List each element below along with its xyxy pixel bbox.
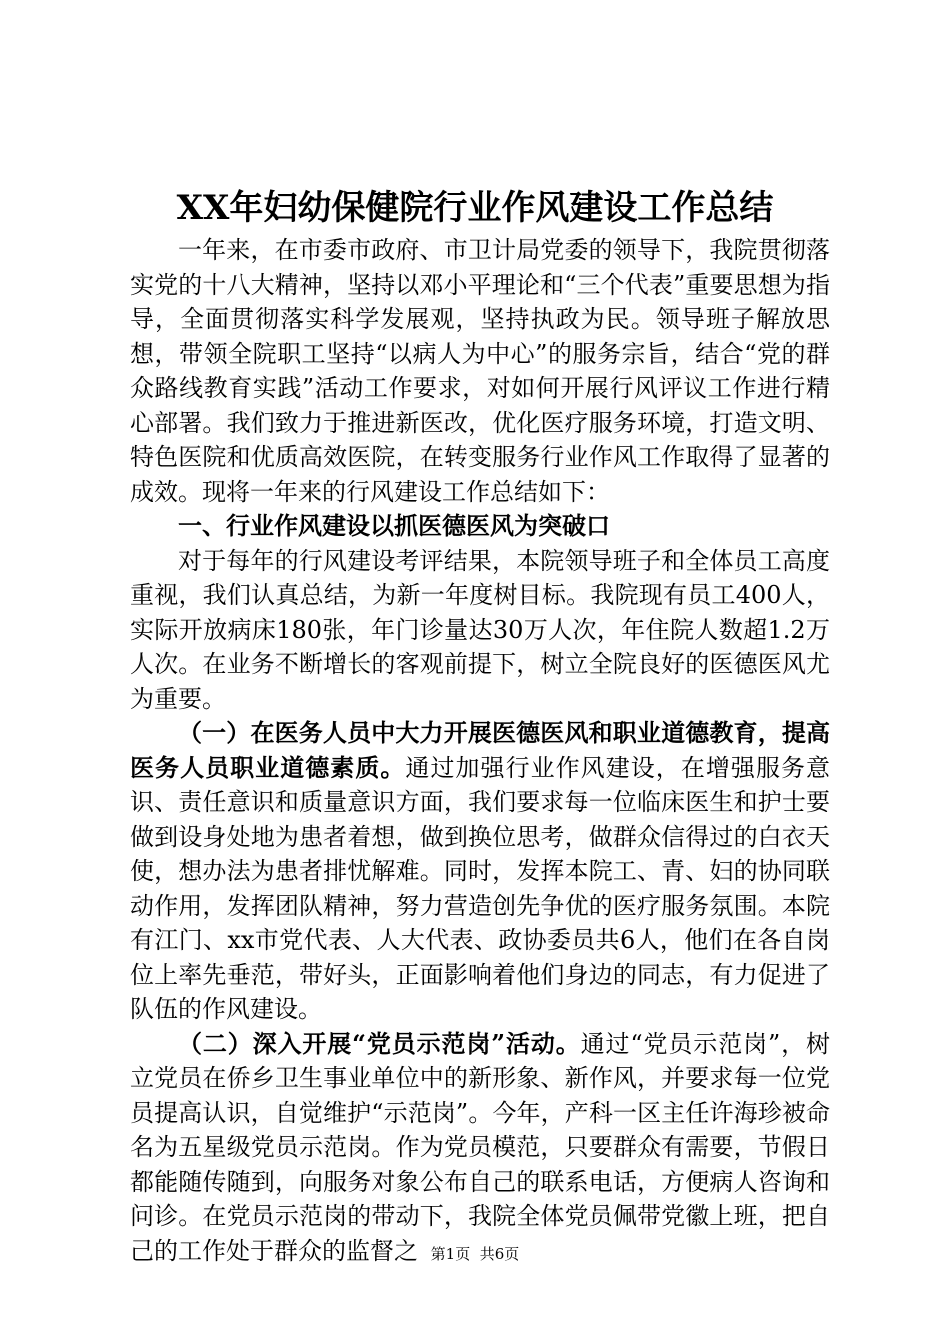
- page-number: 第1页: [430, 1245, 471, 1263]
- paragraph-item-1: [130, 716, 830, 1027]
- paragraph-item-1-lead: （一）在医务人员中大力开展医德医风和职业道德教育，提高医务人员职业道德素质。: [130, 718, 830, 782]
- page-footer: [0, 1244, 950, 1264]
- paragraph-section-1: [130, 544, 830, 717]
- paragraph-intro: [130, 233, 830, 509]
- section-heading-1: [130, 509, 830, 544]
- document-body: [130, 233, 830, 1268]
- document-title: XX年妇幼保健院行业作风建设工作总结: [176, 188, 774, 228]
- paragraph-intro-text: 一年来，在市委市政府、市卫计局党委的领导下，我院贯彻落实党的十八大精神，坚持以邓小平理论和“三个代表”重要思想为指导，全面贯彻落实科学发展观，坚持执政为民。领导班子解放思想，带领全院职工坚持“以病人为中心”的服务宗旨，结合“党的群众路线教育实践”活动工作要求，对如何开展行风评议工作进行精心部署。我们致力于推进新医改，优化医疗服务环境，打造文明、特色医院和优质高效医院，在转变服务行业作风工作取得了显著的成效。现将一年来的行风建设工作总结如下：: [130, 236, 830, 506]
- page-total: 共6页: [479, 1245, 520, 1263]
- paragraph-item-2-text: 通过“党员示范岗”，树立党员在侨乡卫生事业单位中的新形象、新作风，并要求每一位党员提高认识，自觉维护“示范岗”。今年，产科一区主任许海珍被命名为五星级党员示范岗。作为党员模范，只要群众有需要，节假日都能随传随到，向服务对象公布自己的联系电话，方便病人咨询和问诊。在党员示范岗的带动下，我院全体党员佩带党徽上班，把自己的工作处于群众的监督之: [130, 1029, 830, 1265]
- paragraph-item-2: [130, 1027, 830, 1269]
- section-heading-1-text: 一、行业作风建设以抓医德医风为突破口: [178, 511, 610, 540]
- paragraph-item-1-text: 通过加强行业作风建设，在增强服务意识、责任意识和质量意识方面，我们要求每一位临床医生和护士要做到设身处地为患者着想，做到换位思考，做群众信得过的白衣天使，想办法为患者排忧解难。同时，发挥本院工、青、妇的协同联动作用，发挥团队精神，努力营造创先争优的医疗服务氛围。本院有江门、xx市党代表、人大代表、政协委员共6人，他们在各自岗位上率先垂范，带好头，正面影响着他们身边的同志，有力促进了队伍的作风建设。: [130, 753, 831, 1023]
- paragraph-item-2-lead: （二）深入开展“党员示范岗”活动。: [178, 1028, 581, 1058]
- paragraph-section-1-text: 对于每年的行风建设考评结果，本院领导班子和全体员工高度重视，我们认真总结，为新一年度树目标。我院现有员工400人，实际开放病床180张，年门诊量达30万人次，年住院人数超1.2万人次。在业务不断增长的客观前提下，树立全院良好的医德医风尤为重要。: [130, 546, 830, 713]
- footer-spacer: [470, 1245, 480, 1263]
